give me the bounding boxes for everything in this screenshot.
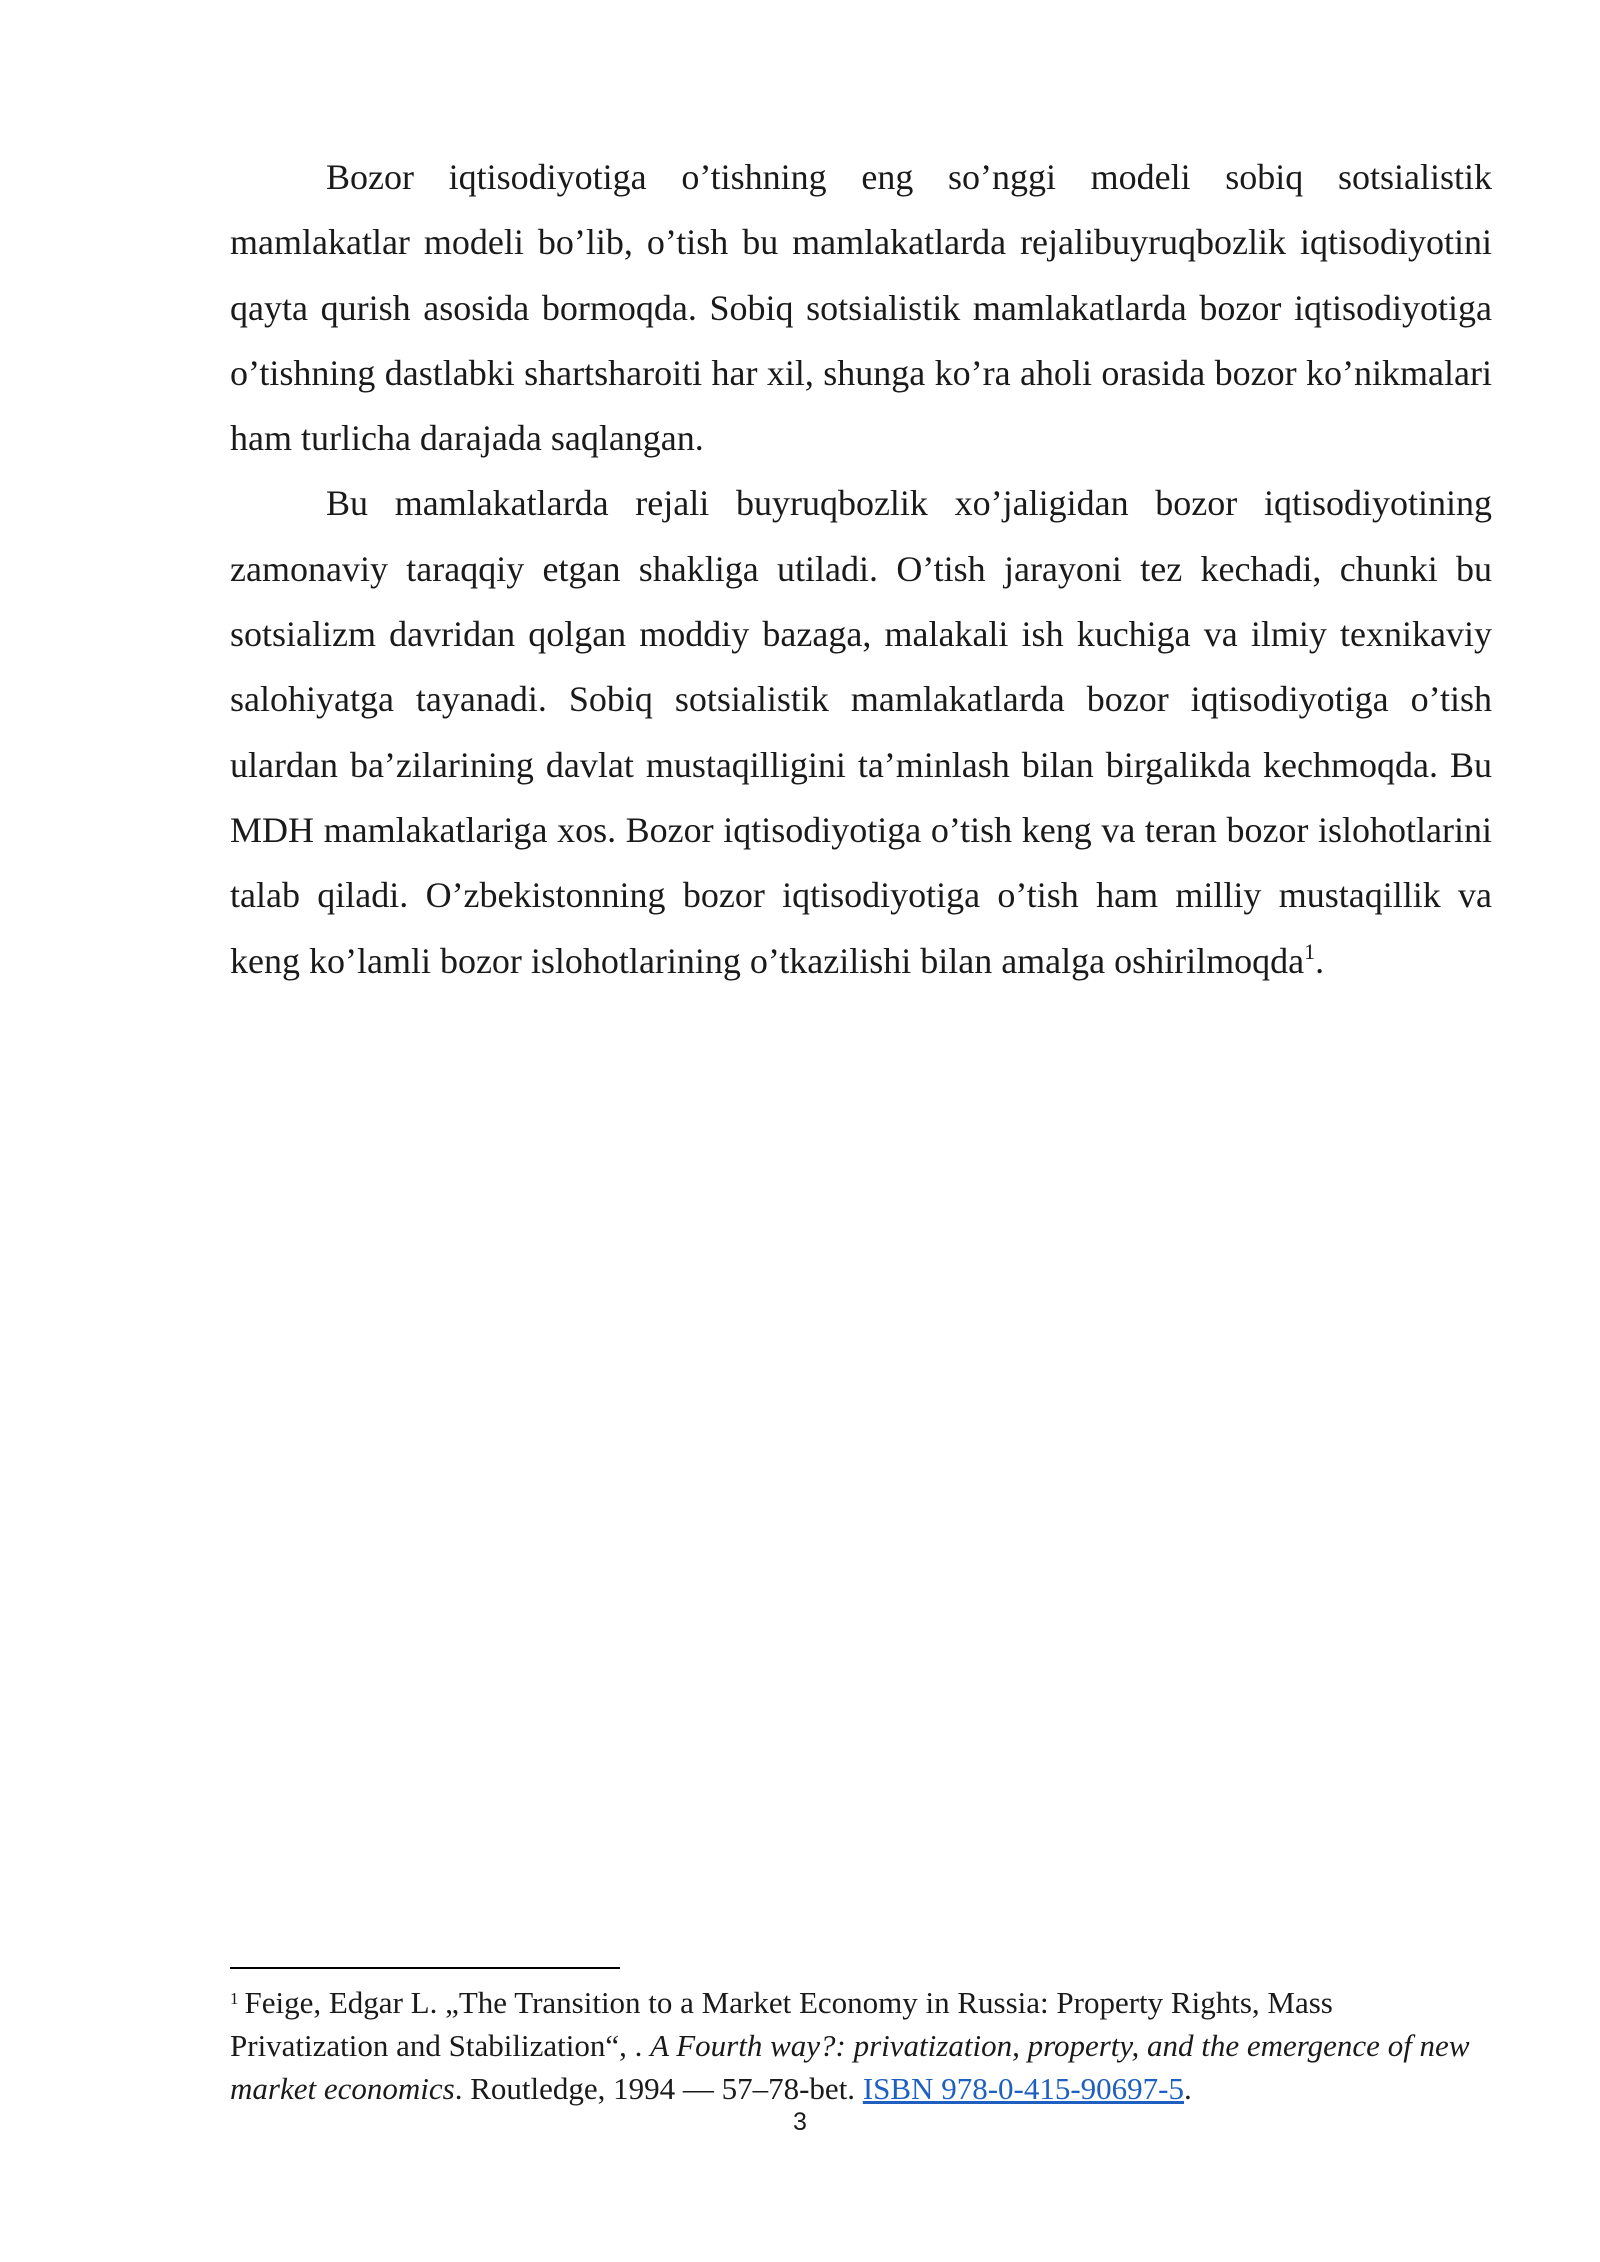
footnote-book-title: A Fourth way?: privatization, property, and the emergence of new market economics <box>230 2028 1470 2106</box>
paragraph-1 <box>230 145 1492 471</box>
paragraph-2-end: . <box>1315 940 1325 981</box>
page-number: 3 <box>793 2108 807 2136</box>
footnote <box>230 1981 1492 2110</box>
paragraph-1-text: Bozor iqtisodiyotiga o’tishning eng so’nggi modeli sobiq sotsialistik mamlakatlar modeli bo’lib, o’tish bu mamlakatlarda rejalibuyruqbozlik iqtisodiyotini qayta qurish asosida bormoqda. Sobiq sotsialistik mamlakatlarda bozor iqtisodiyotiga o’tishning dastlabki shartsharoiti har xil, shunga ko’ra aholi orasida bozor ko’nikmalari ham turlicha darajada saqlangan. <box>230 157 1492 459</box>
paragraph-2 <box>230 471 1492 993</box>
footnote-text-part2: . Routledge, 1994 — 57–78-bet. <box>454 2071 863 2106</box>
footnote-mark: 1 <box>230 1989 239 2008</box>
footnote-separator <box>230 1967 620 1969</box>
body-text <box>230 145 1492 994</box>
footnote-end: . <box>1183 2071 1192 2106</box>
footnote-reference[interactable]: 1 <box>1304 938 1316 964</box>
isbn-link[interactable]: ISBN 978-0-415-90697-5 <box>862 2071 1184 2106</box>
paragraph-2-text: Bu mamlakatlarda rejali buyruqbozlik xo’jaligidan bozor iqtisodiyotining zamonaviy taraqqiy etgan shakliga utiladi. O’tish jarayoni tez kechadi, chunki bu sotsializm davridan qolgan moddiy bazaga, malakali ish kuchiga va ilmiy texnikaviy salohiyatga tayanadi. Sobiq sotsialistik mamlakatlarda bozor iqtisodiyotiga o’tish ulardan ba’zilarining davlat mustaqilligini ta’minlash bilan birgalikda kechmoqda. Bu MDH mamlakatlariga xos. Bozor iqtisodiyotiga o’tish keng va teran bozor islohotlarini talab qiladi. O’zbekistonning bozor iqtisodiyotiga o’tish ham milliy mustaqillik va keng ko’lamli bozor islohotlarining o’tkazilishi bilan amalga oshirilmoqda <box>230 483 1492 981</box>
footnote-text-part1: Feige, Edgar L. „The Transition to a Market Economy in Russia: Property Rights, Mass Privatization and Stabilization“, . <box>230 1985 1333 2063</box>
